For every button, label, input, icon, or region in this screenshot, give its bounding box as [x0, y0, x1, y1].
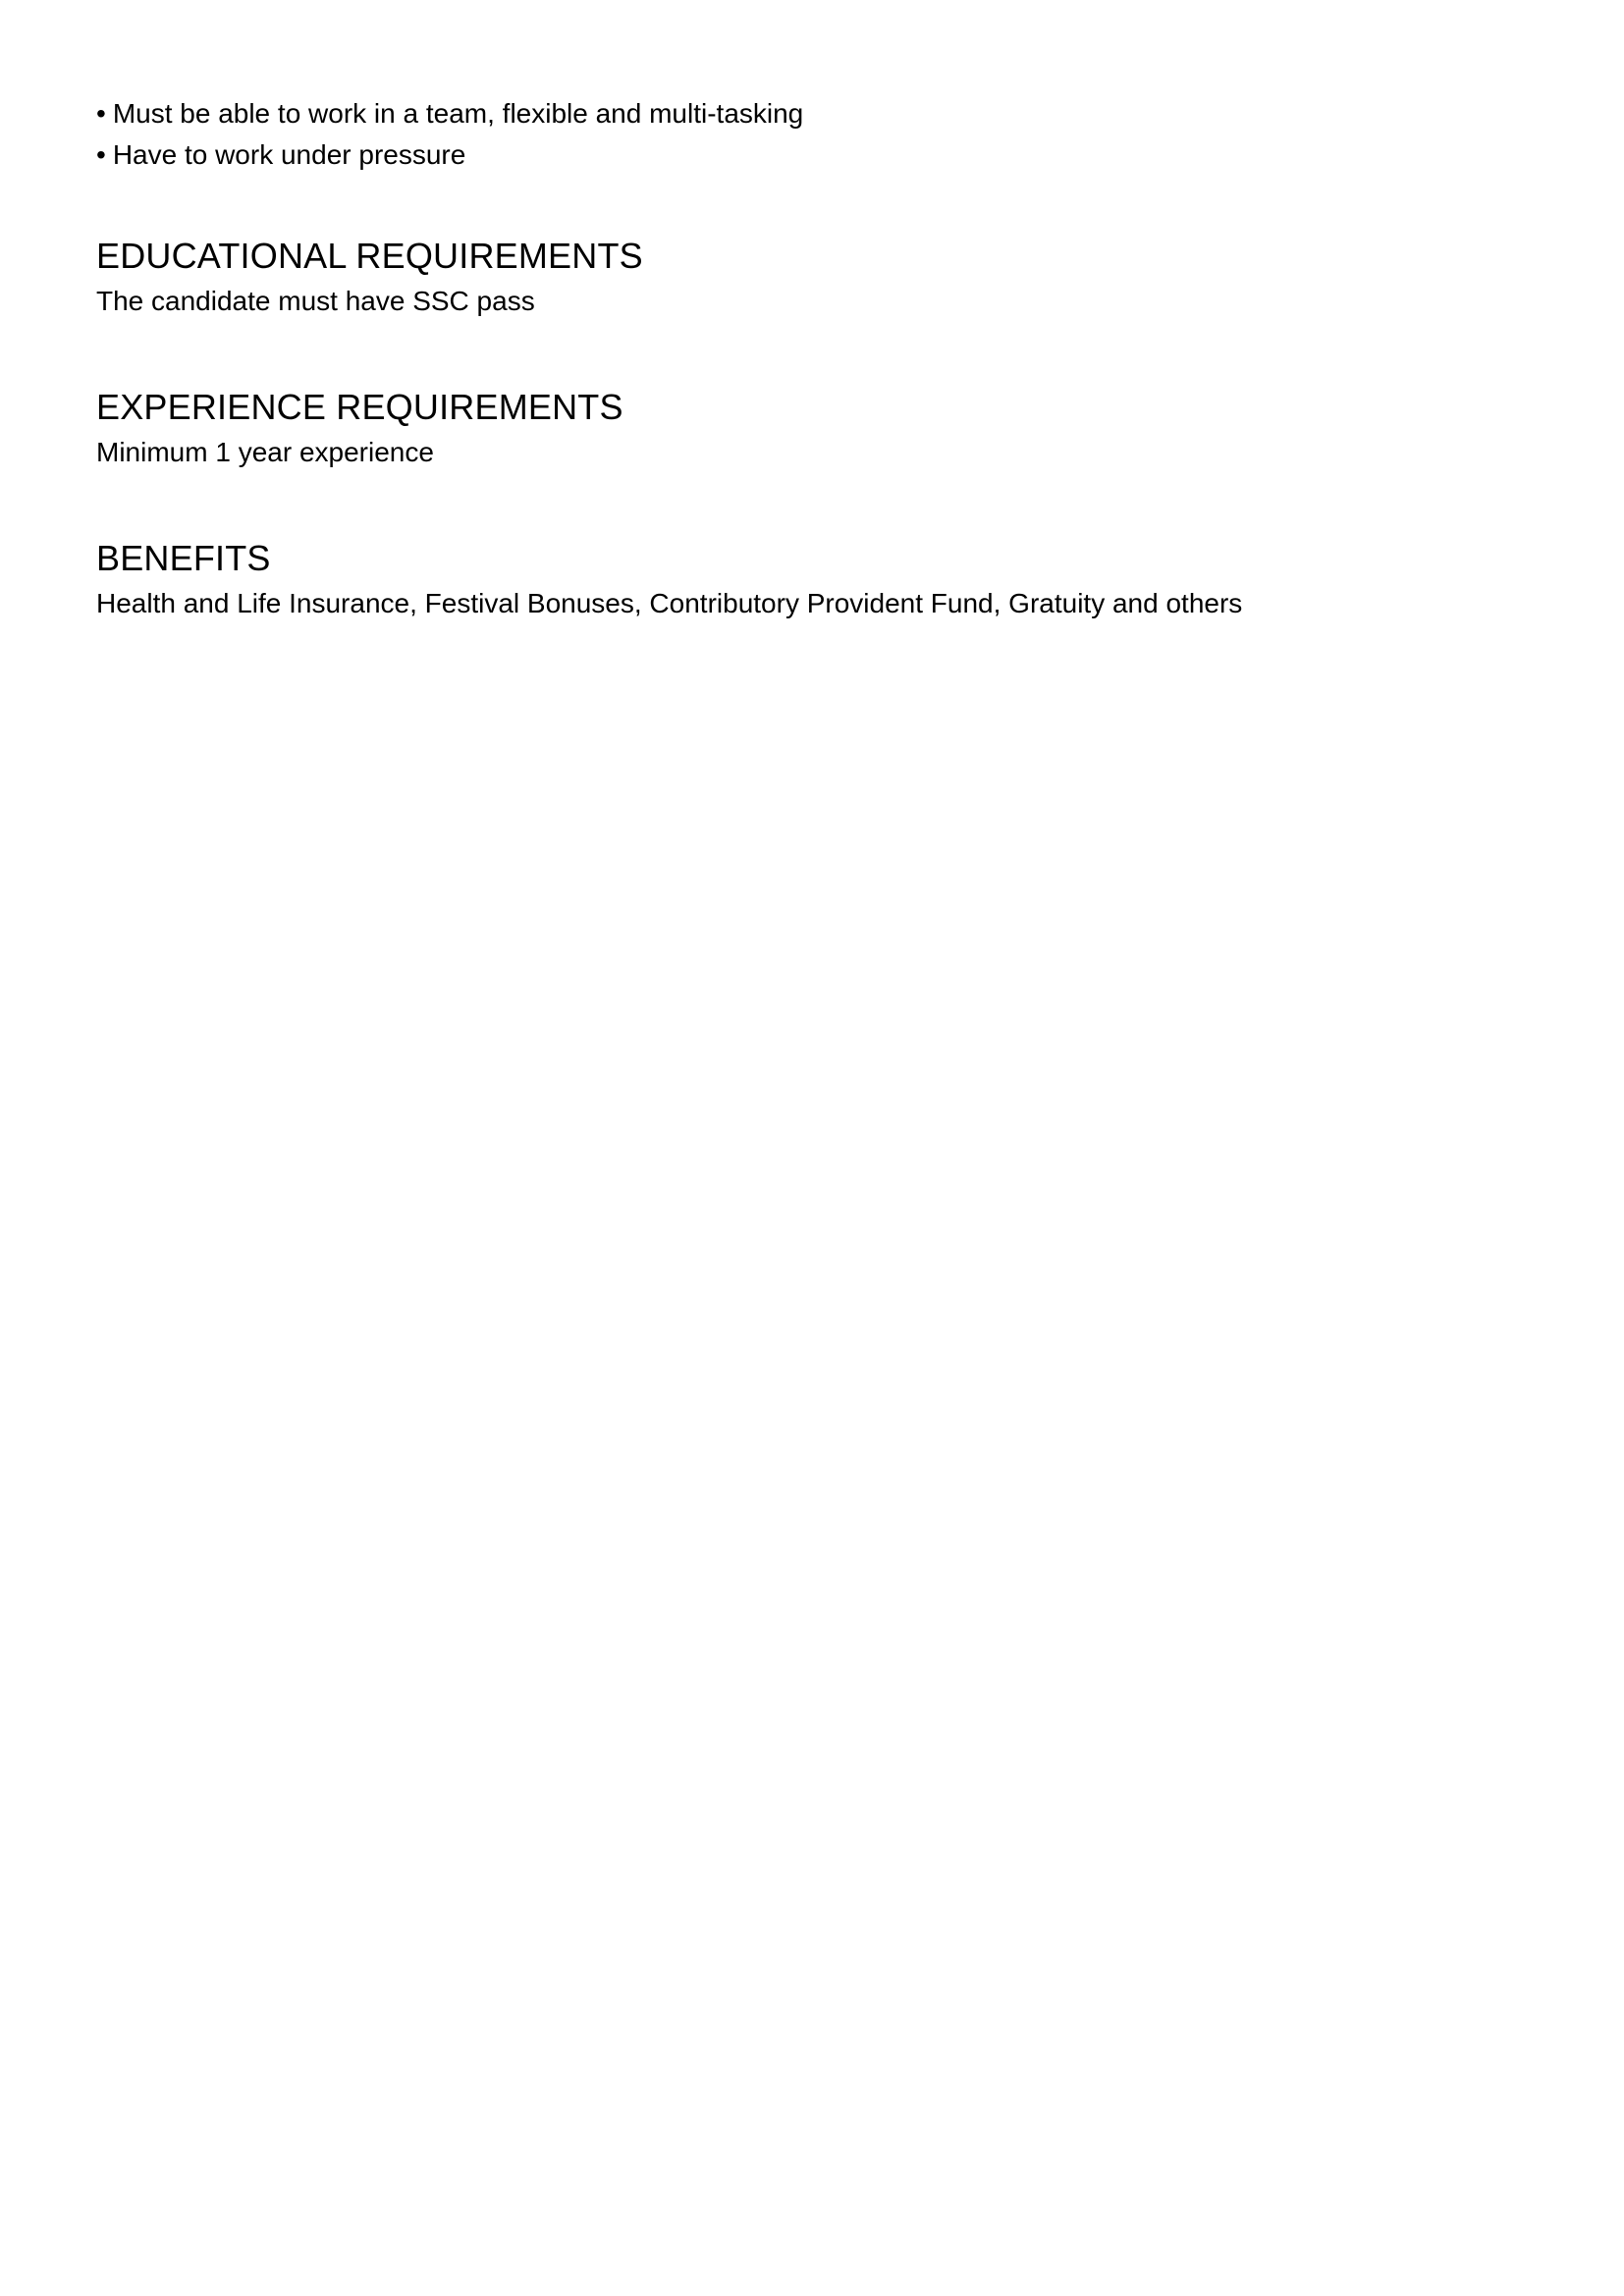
list-item — [96, 134, 1530, 176]
educational-requirements-text: The candidate must have SSC pass — [96, 286, 535, 316]
bullet-marker: • — [96, 98, 106, 129]
bullet-marker: • — [96, 139, 106, 170]
educational-requirements-heading: EDUCATIONAL REQUIREMENTS — [96, 236, 643, 276]
educational-requirements-section — [96, 235, 1530, 321]
bullet-text: Have to work under pressure — [112, 139, 466, 170]
benefits-heading: BENEFITS — [96, 538, 271, 578]
experience-requirements-section — [96, 386, 1530, 472]
benefits-section — [96, 537, 1530, 623]
experience-requirements-heading: EXPERIENCE REQUIREMENTS — [96, 387, 623, 427]
document-page — [96, 93, 1530, 623]
bullet-text: Must be able to work in a team, flexible and multi-tasking — [112, 98, 804, 129]
experience-requirements-text: Minimum 1 year experience — [96, 437, 434, 467]
requirements-bullet-list — [96, 93, 1530, 176]
benefits-text: Health and Life Insurance, Festival Bonuses, Contributory Provident Fund, Gratuity and others — [96, 588, 1243, 618]
list-item — [96, 93, 1530, 134]
